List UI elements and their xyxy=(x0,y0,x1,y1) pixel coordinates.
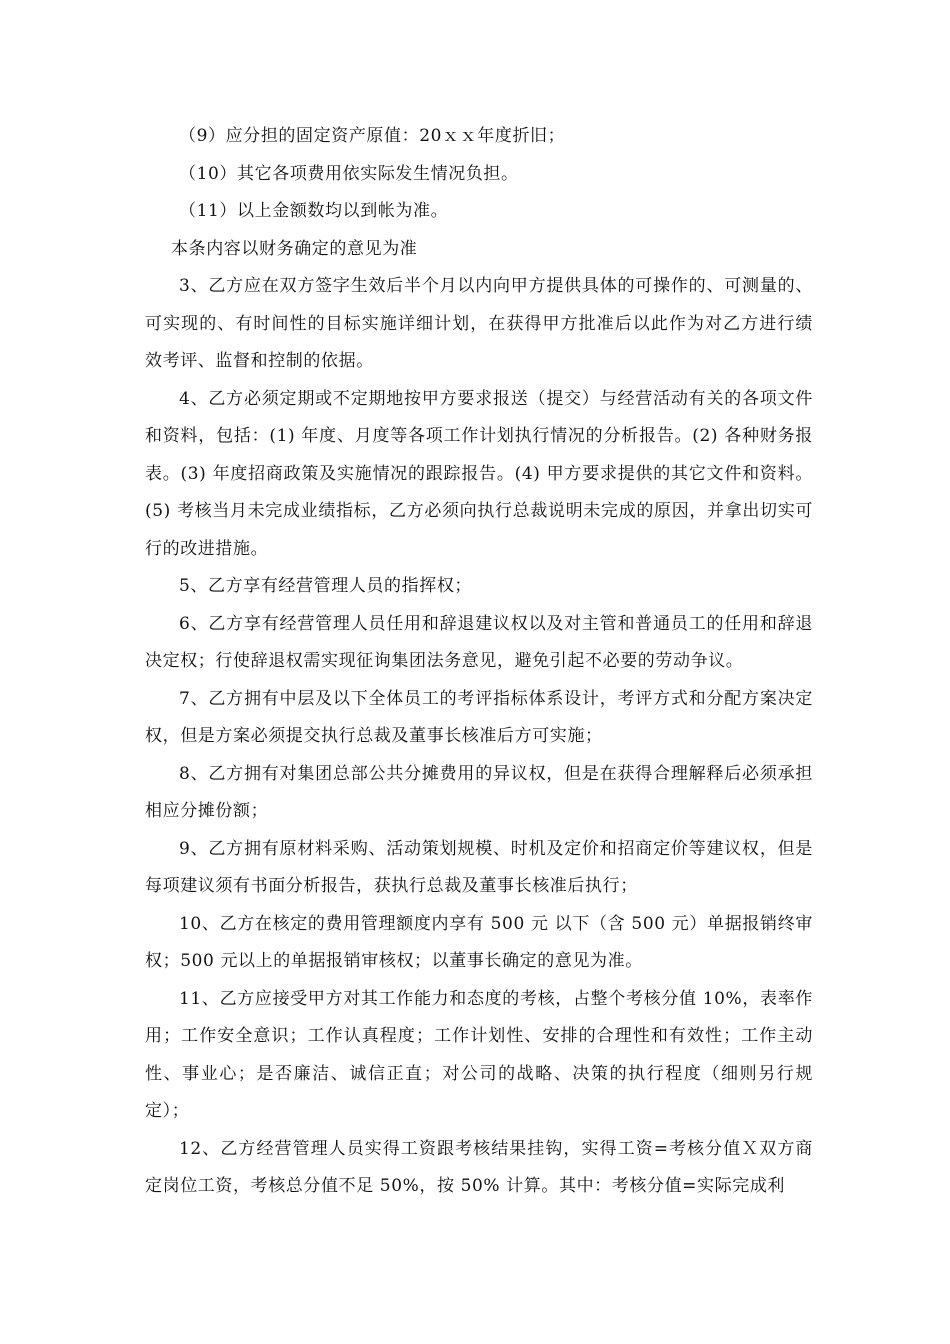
clause-3: 3、乙方应在双方签字生效后半个月以内向甲方提供具体的可操作的、可测量的、可实现的、有时间性的目标实施详细计划，在获得甲方批准后以此作为对乙方进行绩效考评、监督和控制的依据。 xyxy=(145,276,813,371)
clause-4: 4、乙方必须定期或不定期地按甲方要求报送（提交）与经营活动有关的各项文件和资料，包括：(1) 年度、月度等各项工作计划执行情况的分析报告。(2) 各种财务报表。(3) 年度招商政策及实施情况的跟踪报告。(4) 甲方要求提供的其它文件和资料。(5) 考核当月未完成业绩指标，乙方必须向执行总裁说明未完成的原因，并拿出切实可行的改进措施。 xyxy=(145,388,813,559)
clause-7: 7、乙方拥有中层及以下全体员工的考评指标体系设计，考评方式和分配方案决定权，但是方案必须提交执行总裁及董事长核准后方可实施； xyxy=(145,688,813,746)
clause-11: 11、乙方应接受甲方对其工作能力和态度的考核，占整个考核分值 10%，表率作用；工作安全意识；工作认真程度；工作计划性、安排的合理性和有效性；工作主动性、事业心；是否廉洁、诚信正直；对公司的战略、决策的执行程度（细则另行规定）； xyxy=(145,988,813,1121)
clause-6: 6、乙方享有经营管理人员任用和辞退建议权以及对主管和普通员工的任用和辞退决定权；行使辞退权需实现征询集团法务意见，避免引起不必要的劳动争议。 xyxy=(145,613,813,671)
item-9: （9）应分担的固定资产原值：20ｘｘ年度折旧； xyxy=(179,126,566,146)
clause-9: 9、乙方拥有原材料采购、活动策划规模、时机及定价和招商定价等建议权，但是每项建议须有书面分析报告，获执行总裁及董事长核准后执行； xyxy=(145,838,813,896)
item-10: （10）其它各项费用依实际发生情况负担。 xyxy=(179,163,519,184)
clause-8: 8、乙方拥有对集团总部公共分摊费用的异议权，但是在获得合理解释后必须承担相应分摊份额； xyxy=(145,763,813,821)
clause-5: 5、乙方享有经营管理人员的指挥权； xyxy=(179,576,473,596)
clause-10: 10、乙方在核定的费用管理额度内享有 500 元 以下（含 500 元）单据报销终审权；500 元以上的单据报销审核权；以董事长确定的意见为准。 xyxy=(145,913,813,971)
clause-12: 12、乙方经营管理人员实得工资跟考核结果挂钩，实得工资=考核分值Ｘ双方商定岗位工资，考核总分值不足 50%，按 50% 计算。其中：考核分值=实际完成利 xyxy=(145,1138,813,1196)
item-11: （11）以上金额数均以到帐为准。 xyxy=(179,201,449,221)
document-page xyxy=(145,118,813,1206)
finance-note: 本条内容以财务确定的意见为准 xyxy=(171,238,418,259)
